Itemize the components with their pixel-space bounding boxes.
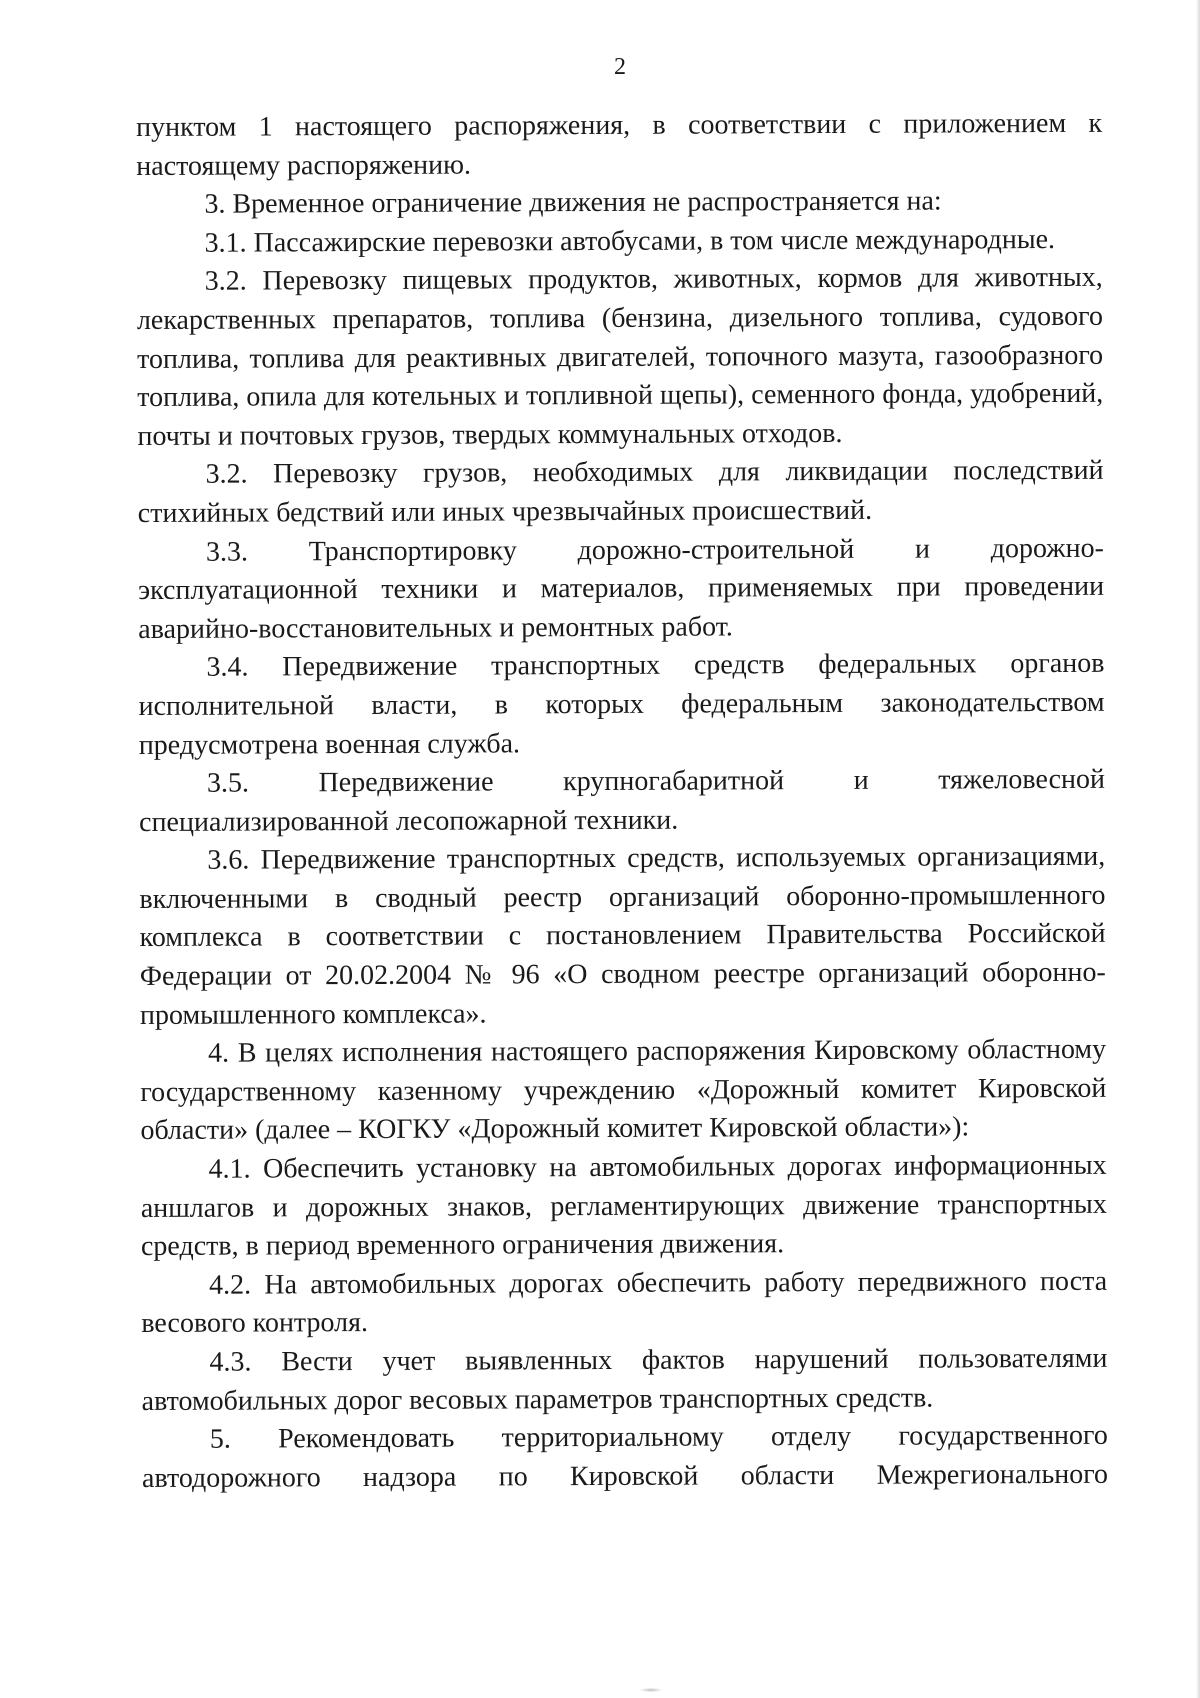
paragraph-item-4-2: 4.2. На автомобильных дорогах обеспечить работу передвижного поста весового контроля. bbox=[141, 1265, 1108, 1340]
page-number: 2 bbox=[614, 54, 626, 80]
paragraph-continuation: пунктом 1 настоящего распоряжения, в соответствии с приложением к настоящему распоряжению. bbox=[136, 107, 1103, 182]
scan-artifact bbox=[640, 1688, 662, 1692]
paragraph-item-3-3: 3.3. Транспортировку дорожно-строительной и дорожно-эксплуатационной техники и материалов, применяемых при проведении аварийно-восстановительных и ремонтных работ. bbox=[138, 532, 1105, 645]
scan-edge-shadow bbox=[1196, 0, 1200, 1698]
paragraph-item-3-6: 3.6. Передвижение транспортных средств, используемых организациями, включенными в сводный реестр организаций оборонно-промышленного комплекса в соответствии с постановлением Правительства Российской Федерации от 20.02.2004 № 96 «О сводном реестре организаций оборонно-промышленного комплекса». bbox=[139, 841, 1106, 1031]
paragraph-item-3-4: 3.4. Передвижение транспортных средств федеральных органов исполнительной власти, в которых федеральным законодательством предусмотрена военная служба. bbox=[138, 648, 1105, 761]
paragraph-item-5: 5. Рекомендовать территориальному отделу государственного автодорожного надзора по Кировской области Межрегионального bbox=[141, 1419, 1109, 1494]
paragraph-item-4-3: 4.3. Вести учет выявленных фактов нарушений пользователями автомобильных дорог весовых параметров транспортных средств. bbox=[141, 1342, 1108, 1417]
paragraph-item-3-2-food: 3.2. Перевозку пищевых продуктов, животных, кормов для животных, лекарственных препаратов, топлива (бензина, дизельного топлива, судового топлива, топлива для реактивных двигателей, топочного мазута, газообразного топлива, опила для котельных и топливной щепы), семенного фонда, удобрений, почты и почтовых грузов, твердых коммунальных отходов. bbox=[136, 262, 1104, 452]
paragraph-item-4: 4. В целях исполнения настоящего распоряжения Кировскому областному государственному казенному учреждению «Дорожный комитет Кировской области» (далее – КОГКУ «Дорожный комитет Кировской области»): bbox=[140, 1034, 1107, 1147]
document-body bbox=[136, 105, 1108, 1499]
paragraph-item-3: 3. Временное ограничение движения не распространяется на: bbox=[204, 185, 942, 220]
paragraph-item-4-1: 4.1. Обеспечить установку на автомобильных дорогах информационных аншлагов и дорожных знаков, регламентирующих движение транспортных средств, в период временного ограничения движения. bbox=[140, 1149, 1107, 1263]
paragraph-item-3-1: 3.1. Пассажирские перевозки автобусами, в том числе международные. bbox=[204, 223, 1056, 259]
paragraph-item-3-2-emergency: 3.2. Перевозку грузов, необходимых для ликвидации последствий стихийных бедствий или иных чрезвычайных происшествий. bbox=[137, 455, 1104, 529]
paragraph-item-3-5: 3.5. Передвижение крупногабаритной и тяжеловесной специализированной лесопожарной техники. bbox=[139, 763, 1106, 838]
